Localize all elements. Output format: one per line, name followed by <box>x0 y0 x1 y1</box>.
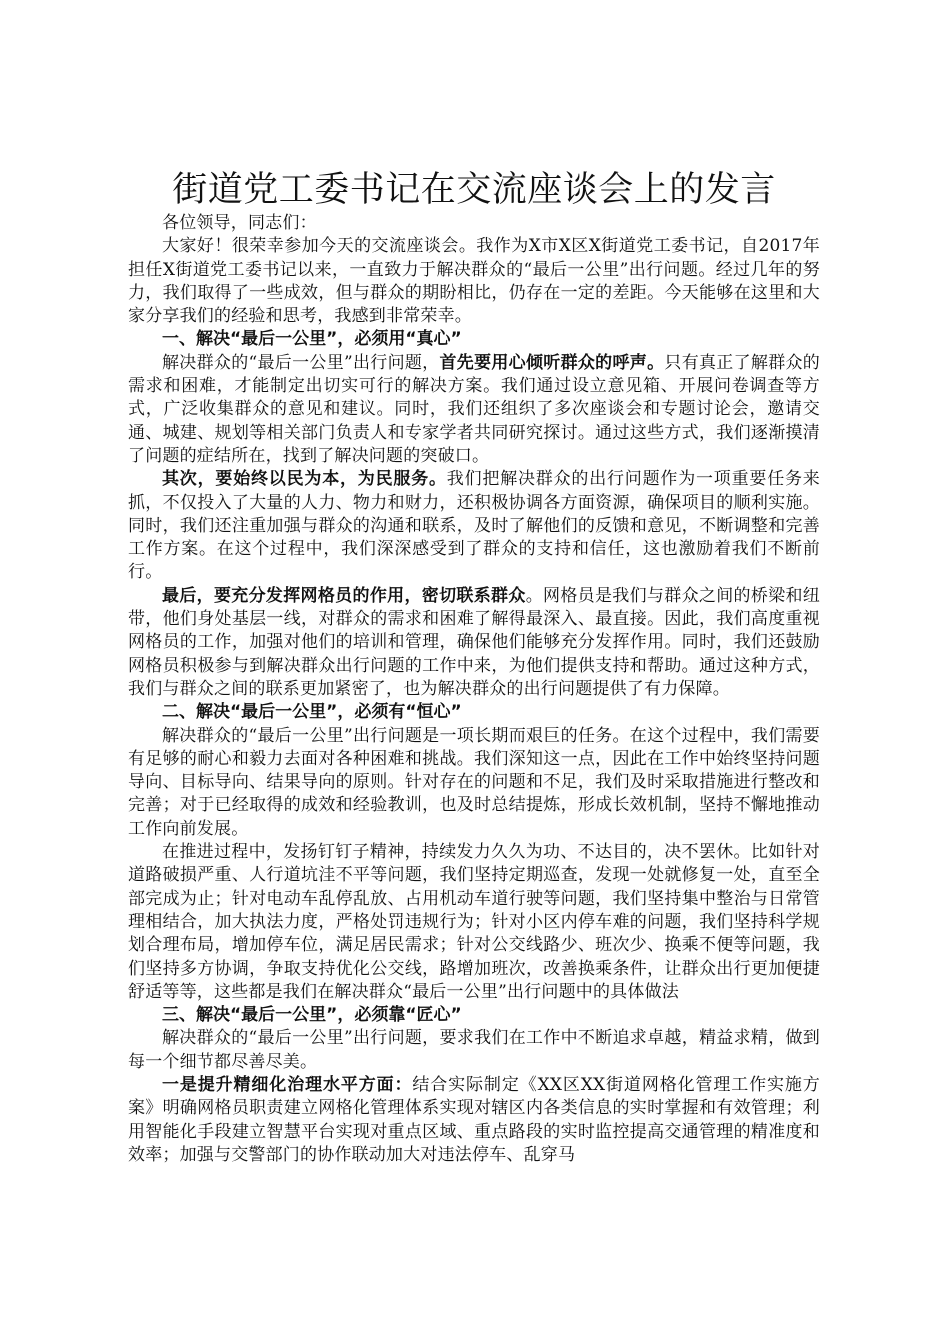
intro-paragraph: 大家好！很荣幸参加今天的交流座谈会。我作为X市X区X街道党工委书记，自2017年担任X街道党工委书记以来，一直致力于解决群众的“最后一公里”出行问题。经过几年的努力，我们取得了一些成效，但与群众的期盼相比，仍存在一定的差距。今天能够在这里和大家分享我们的经验和思考，我感到非常荣幸。 <box>128 236 820 327</box>
salutation: 各位领导，同志们： <box>162 213 317 233</box>
section1-p1-lead: 解决群众的“最后一公里”出行问题， <box>162 352 440 373</box>
section2-heading: 二、解决“最后一公里”，必须有“恒心” <box>162 702 462 723</box>
document-title: 街道党工委书记在交流座谈会上的发言 <box>172 170 776 210</box>
section3-p2-bold: 一是提升精细化治理水平方面： <box>162 1074 413 1095</box>
section2-paragraph-2: 在推进过程中，发扬钉钉子精神，持续发力久久为功、不达目的，决不罢休。比如针对道路破损严重、人行道坑洼不平等问题，我们坚持定期巡查，发现一处就修复一处，直至全部完成为止；针对电动车乱停乱放、占用机动车道行驶等问题，我们坚持集中整治与日常管理相结合，加大执法力度，严格处罚违规行为；针对小区内停车难的问题，我们坚持科学规划合理布局，增加停车位，满足居民需求；针对公交线路少、班次少、换乘不便等问题，我们坚持多方协调，争取支持优化公交线，路增加班次，改善换乘条件，让群众出行更加便捷舒适等等，这些都是我们在解决群众“最后一公里”出行问题中的具体做法 <box>128 842 820 1002</box>
section1-heading: 一、解决“最后一公里”，必须用“真心” <box>162 329 462 350</box>
document-page <box>128 168 820 1167</box>
section1-paragraph-3 <box>128 585 820 701</box>
section1-p2-rest: 我们把解决群众的出行问题作为一项重要任务来抓，不仅投入了大量的人力、物力和财力，还积极协调各方面资源，确保项目的顺利实施。同时，我们还注重加强与群众的沟通和联系，及时了解他们的反馈和意见，不断调整和完善工作方案。在这个过程中，我们深深感受到了群众的支持和信任，这也激励着我们不断前行。 <box>128 469 820 583</box>
section1-p3-bold: 最后，要充分发挥网格员的作用，密切联系群众 <box>162 585 526 606</box>
section3-paragraph-2 <box>128 1074 820 1167</box>
section1-p1-rest: 只有真正了解群众的需求和困难，才能制定出切实可行的解决方案。我们通过设立意见箱、开展问卷调查等方式，广泛收集群众的意见和建议。同时，我们还组织了多次座谈会和专题讨论会，邀请交通、城建、规划等相关部门负责人和专家学者共同研究探讨。通过这些方式，我们逐渐摸清了问题的症结所在，找到了解决问题的突破口。 <box>128 352 820 466</box>
section1-p2-bold: 其次，要始终以民为本，为民服务。 <box>162 469 447 490</box>
section3-heading: 三、解决“最后一公里”，必须靠“匠心” <box>162 1005 462 1026</box>
section3-paragraph-1: 解决群众的“最后一公里”出行问题，要求我们在工作中不断追求卓越，精益求精，做到每一个细节都尽善尽美。 <box>128 1028 820 1072</box>
section1-p3-rest: 。网格员是我们与群众之间的桥梁和纽带，他们身处基层一线，对群众的需求和困难了解得最深入、最直接。因此，我们高度重视网格员的工作，加强对他们的培训和管理，确保他们能够充分发挥作用。同时，我们还鼓励网格员积极参与到解决群众出行问题的工作中来，为他们提供支持和帮助。通过这种方式，我们与群众之间的联系更加紧密了，也为解决群众的出行问题提供了有力保障。 <box>128 585 821 699</box>
section1-paragraph-1 <box>128 352 820 468</box>
section1-paragraph-2 <box>128 468 820 584</box>
section1-p1-bold: 首先要用心倾听群众的呼声。 <box>439 352 665 373</box>
section2-paragraph-1: 解决群众的“最后一公里”出行问题是一项长期而艰巨的任务。在这个过程中，我们需要有足够的耐心和毅力去面对各种困难和挑战。我们深知这一点，因此在工作中始终坚持问题导向、目标导向、结果导向的原则。针对存在的问题和不足，我们及时采取措施进行整改和完善；对于已经取得的成效和经验教训，也及时总结提炼，形成长效机制，坚持不懈地推动工作向前发展。 <box>128 725 820 839</box>
section3-p2-rest: 结合实际制定《XX区XX街道网格化管理工作实施方案》明确网格员职责建立网格化管理体系实现对辖区内各类信息的实时掌握和有效管理；利用智能化手段建立智慧平台实现对重点区域、重点路段的实时监控提高交通管理的精准度和效率；加强与交警部门的协作联动加大对违法停车、乱穿马 <box>128 1074 820 1165</box>
